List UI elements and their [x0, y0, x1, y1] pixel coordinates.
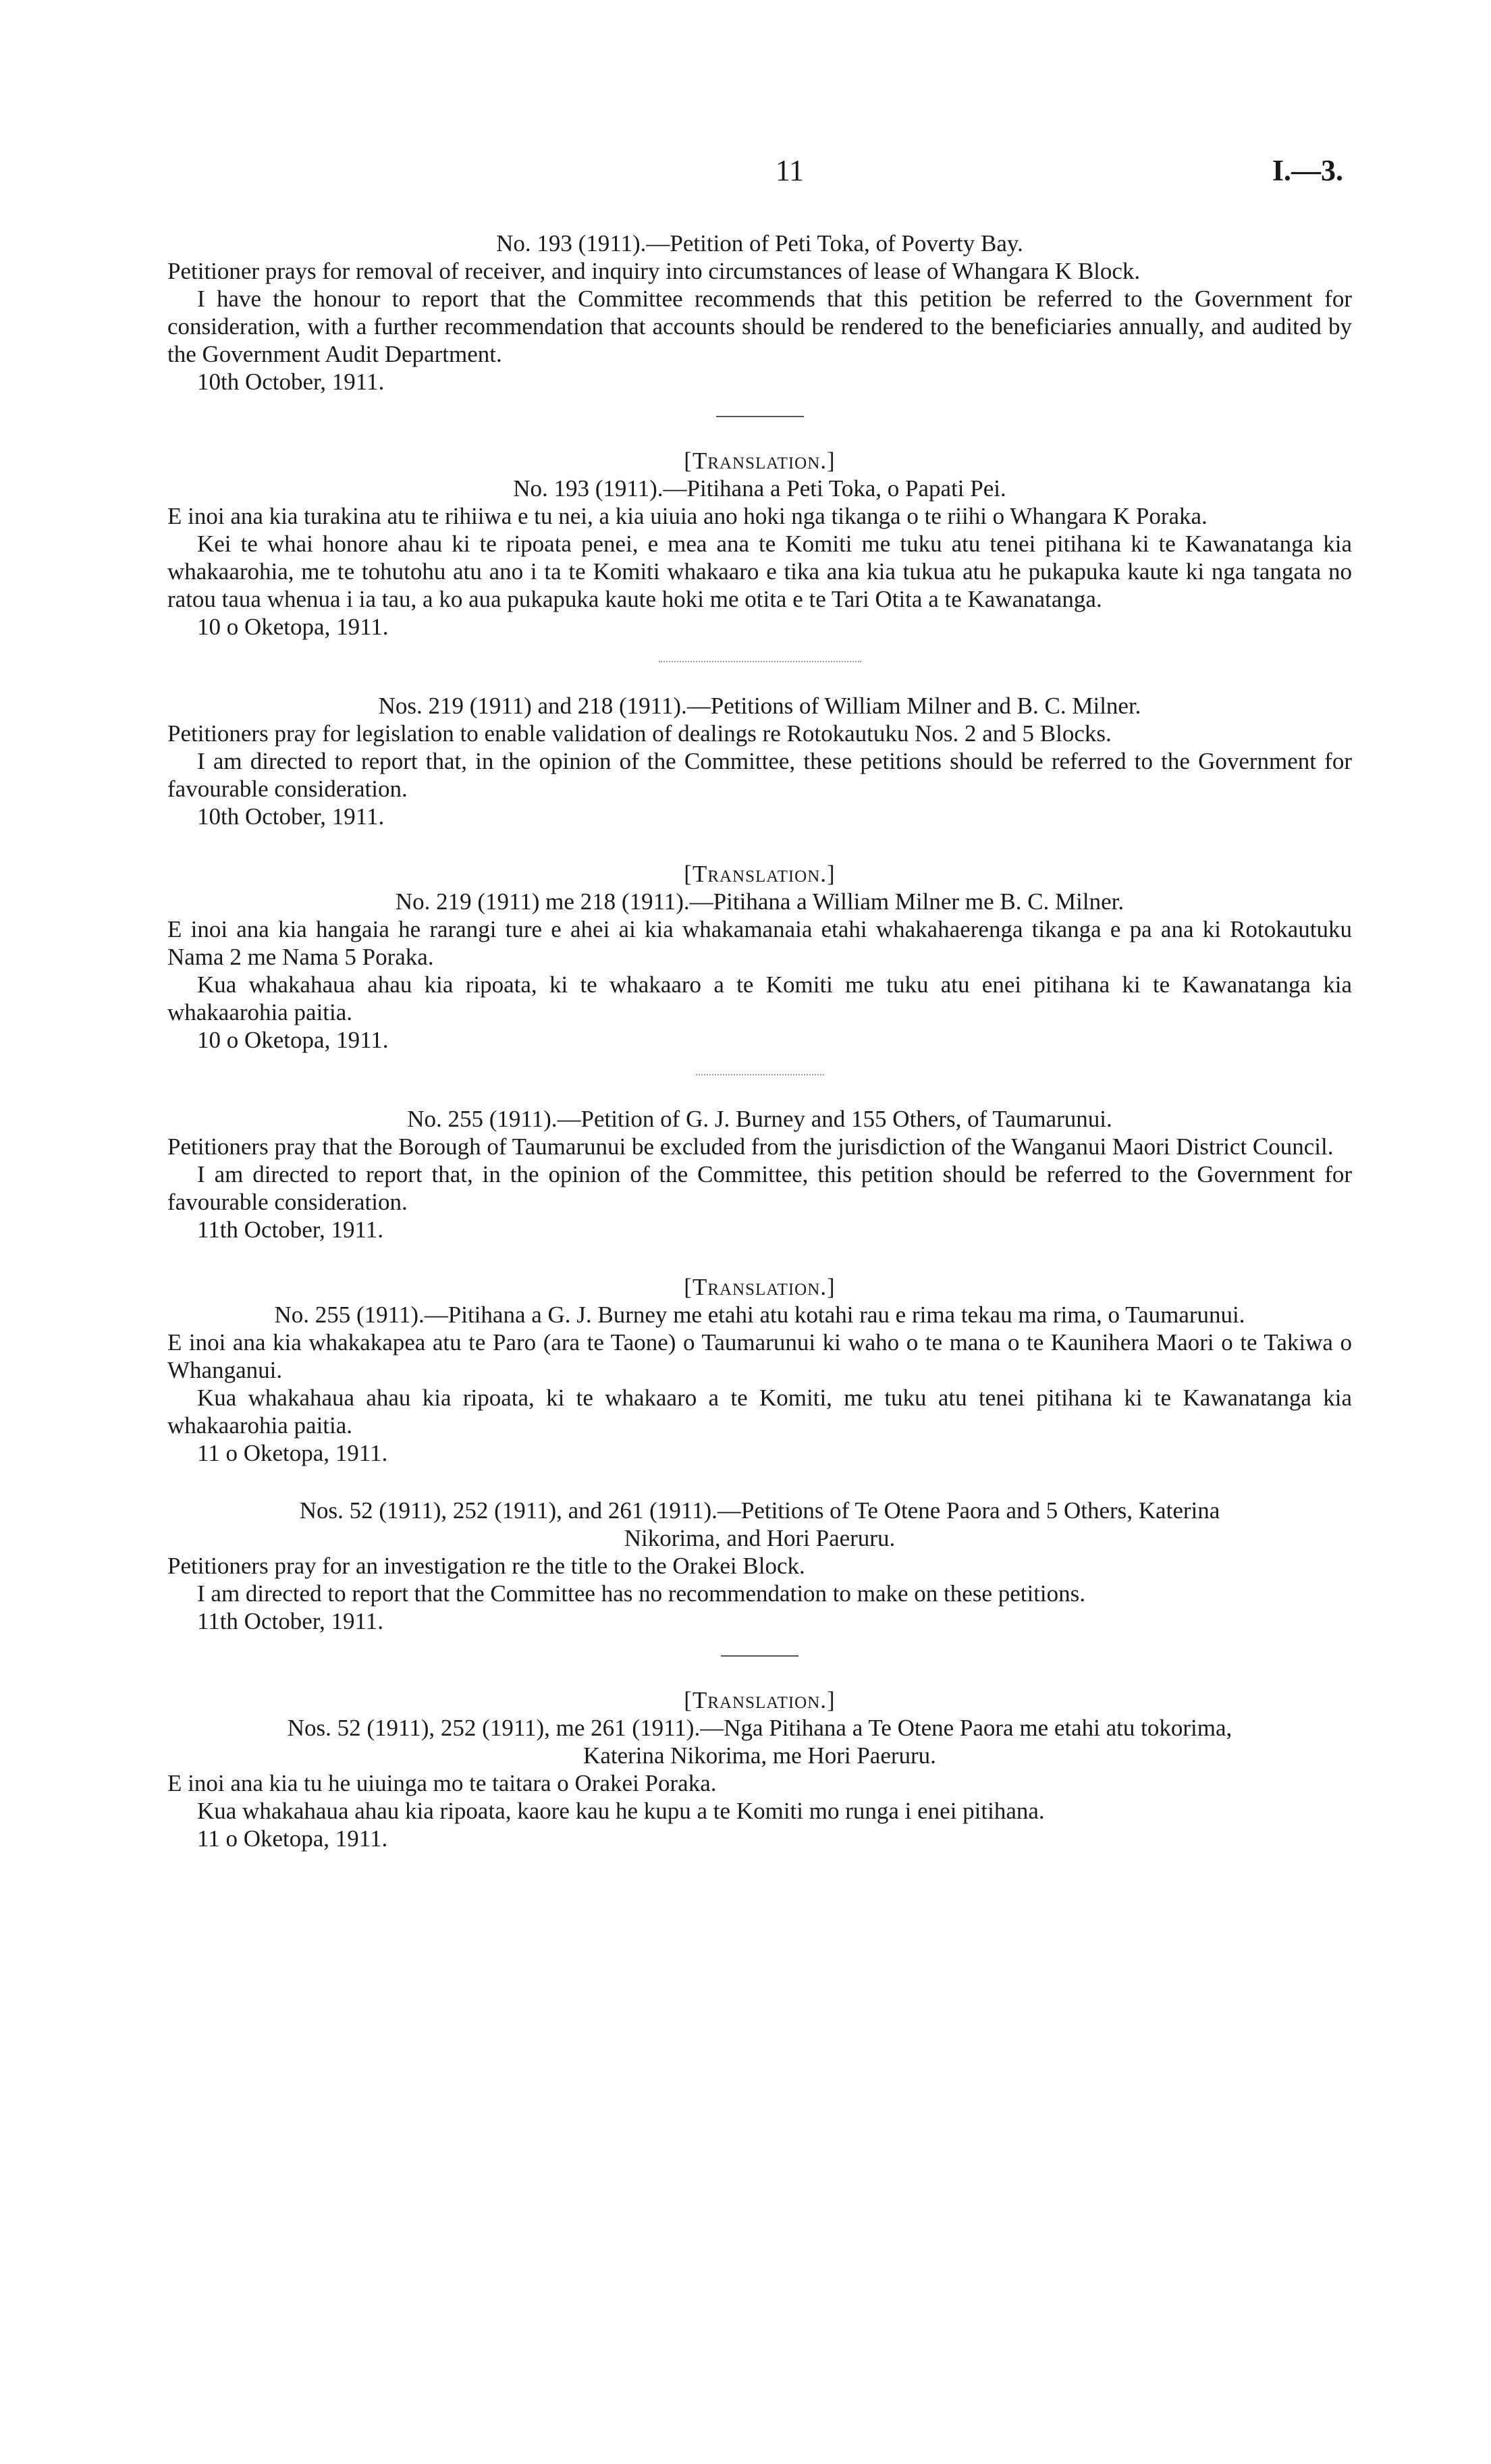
committee-report: I am directed to report that, in the opinion of the Committee, this petition should be referred to the Government for favourable consideration.: [167, 1161, 1352, 1215]
report-date: 11th October, 1911.: [197, 1608, 383, 1634]
page-number: 11: [775, 154, 805, 187]
report-date: 11 o Oketopa, 1911.: [197, 1825, 388, 1852]
committee-report: Kua whakahaua ahau kia ripoata, ki te whakaaro a te Komiti, me tuku atu tenei pitihana ki te Kawanatanga kia whakaarohia paitia.: [167, 1385, 1352, 1439]
petition-193-translation: [167, 447, 1352, 641]
petition-prayer: Petitioner prays for removal of receiver, and inquiry into circumstances of lease of Whangara K Block.: [167, 258, 1141, 284]
report-date: 10th October, 1911.: [197, 369, 385, 395]
document-body: [167, 230, 1352, 1852]
petition-219-english: [167, 692, 1352, 830]
petition-255-translation: [167, 1273, 1352, 1467]
petition-255-english: [167, 1105, 1352, 1243]
petition-219-translation: [167, 860, 1352, 1054]
petition-prayer: E inoi ana kia turakina atu te rihiiwa e tu nei, a kia uiuia ano hoki nga tikanga o te riihi o Whangara K Poraka.: [167, 503, 1208, 529]
petition-193-english: [167, 230, 1352, 396]
committee-report: I am directed to report that, in the opinion of the Committee, these petitions should be referred to the Government for favourable consideration.: [167, 748, 1352, 802]
petition-52-translation: [167, 1686, 1352, 1852]
petition-prayer: E inoi ana kia tu he uiuinga mo te taitara o Orakei Poraka.: [167, 1770, 717, 1796]
report-date: 10th October, 1911.: [197, 803, 385, 830]
committee-report: I am directed to report that the Committee has no recommendation to make on these petitions.: [197, 1580, 1086, 1607]
section-divider: [696, 1074, 824, 1075]
translation-label: [Translation.]: [684, 448, 836, 474]
translation-label: [Translation.]: [684, 861, 836, 887]
petition-prayer: Petitioners pray for an investigation re the title to the Orakei Block.: [167, 1553, 805, 1579]
petition-heading: Nos. 52 (1911), 252 (1911), me 261 (1911).—Nga Pitihana a Te Otene Paora me etahi atu tokorima, Katerina Nikorima, me Hori Paeruru.: [287, 1715, 1232, 1769]
petition-prayer: Petitioners pray for legislation to enable validation of dealings re Rotokautuku Nos. 2 and 5 Blocks.: [167, 720, 1112, 747]
petition-heading: No. 193 (1911).—Pitihana a Peti Toka, o Papati Pei.: [513, 475, 1006, 502]
petition-heading: No. 219 (1911) me 218 (1911).—Pitihana a William Milner me B. C. Milner.: [395, 888, 1124, 915]
petition-prayer: E inoi ana kia hangaia he rarangi ture e ahei ai kia whakamanaia etahi whakahaerenga tikanga e pa ana ki Rotokautuku Nama 2 me Nama 5 Poraka.: [167, 916, 1352, 970]
petition-52-english: [167, 1497, 1352, 1635]
petition-heading: No. 193 (1911).—Petition of Peti Toka, of Poverty Bay.: [496, 230, 1023, 257]
petition-heading: Nos. 219 (1911) and 218 (1911).—Petitions of William Milner and B. C. Milner.: [378, 693, 1141, 719]
section-divider: [659, 661, 861, 662]
translation-label: [Translation.]: [684, 1274, 836, 1300]
section-divider: [721, 1655, 798, 1657]
section-divider: [716, 416, 804, 417]
committee-report: Kei te whai honore ahau ki te ripoata penei, e mea ana te Komiti me tuku atu tenei pitihana ki te Kawanatanga kia whakaarohia, me te tohutohu atu ano i ta te Komiti whakaaro e tika ana kia tukua atu he pukapuka kaute ki nga tangata no ratou taua whenua i ia tau, a ko aua pukapuka kaute hoki me otita e te Tari Otita a te Kawanatanga.: [167, 531, 1352, 612]
report-date: 10 o Oketopa, 1911.: [197, 614, 389, 640]
report-date: 11th October, 1911.: [197, 1216, 383, 1243]
paper-reference: I.—3.: [1272, 154, 1343, 187]
translation-label: [Translation.]: [684, 1687, 836, 1713]
petition-prayer: E inoi ana kia whakakapea atu te Paro (ara te Taone) o Taumarunui ki waho o te mana o te Kaunihera Maori o te Takiwa o Whanganui.: [167, 1329, 1352, 1383]
report-date: 10 o Oketopa, 1911.: [197, 1027, 389, 1053]
petition-heading: No. 255 (1911).—Petition of G. J. Burney and 155 Others, of Taumarunui.: [407, 1106, 1112, 1132]
committee-report: Kua whakahaua ahau kia ripoata, ki te whakaaro a te Komiti me tuku atu enei pitihana ki te Kawanatanga kia whakaarohia paitia.: [167, 971, 1352, 1025]
petition-heading: Nos. 52 (1911), 252 (1911), and 261 (1911).—Petitions of Te Otene Paora and 5 Others, Katerina Nikorima, and Hori Paeruru.: [299, 1497, 1220, 1551]
committee-report: I have the honour to report that the Committee recommends that this petition be referred to the Government for consideration, with a further recommendation that accounts should be rendered to the beneficiaries annually, and audited by the Government Audit Department.: [167, 286, 1352, 367]
petition-prayer: Petitioners pray that the Borough of Taumarunui be excluded from the jurisdiction of the Wanganui Maori District Council.: [167, 1133, 1334, 1160]
petition-heading: No. 255 (1911).—Pitihana a G. J. Burney me etahi atu kotahi rau e rima tekau ma rima, o Taumarunui.: [274, 1302, 1245, 1328]
report-date: 11 o Oketopa, 1911.: [197, 1440, 388, 1466]
committee-report: Kua whakahaua ahau kia ripoata, kaore kau he kupu a te Komiti mo runga i enei pitihana.: [197, 1798, 1045, 1824]
